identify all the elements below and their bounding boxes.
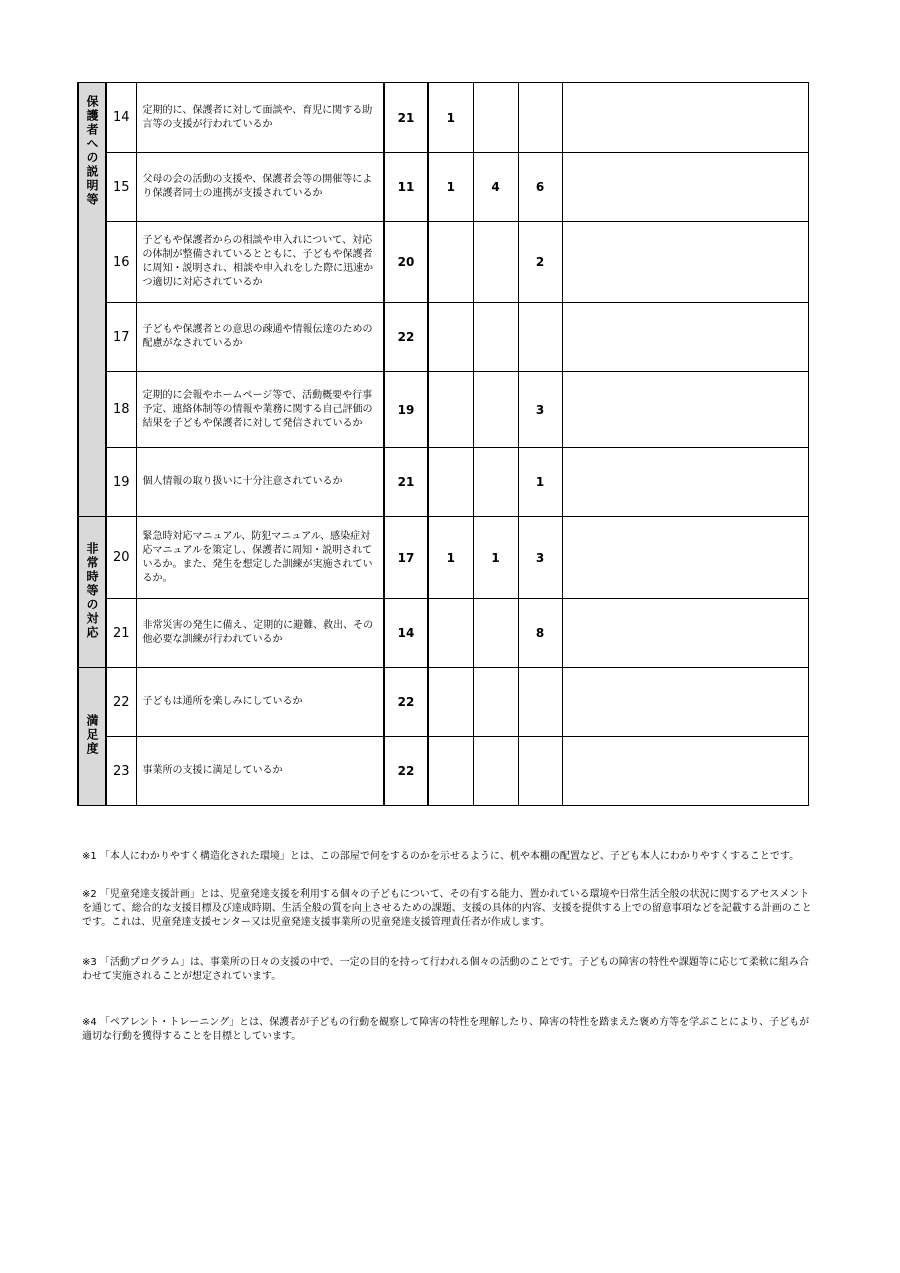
question-text: 子どもや保護者からの相談や申入れについて、対応の体制が整備されているとともに、子どもや保護者に周知・説明され、相談や申入れをした際に迅速かつ適切に対応されているか [136, 222, 384, 303]
category-label: 保護者への説明等 [85, 95, 99, 207]
count-yes: 21 [384, 83, 428, 153]
row-number: 17 [106, 303, 136, 372]
count-yes: 20 [384, 222, 428, 303]
count-no: 4 [473, 153, 518, 222]
count-unknown [518, 737, 562, 806]
count-yes: 22 [384, 737, 428, 806]
question-text: 非常災害の発生に備え、定期的に避難、救出、その他必要な訓練が行われているか [136, 599, 384, 668]
category-cell [78, 517, 106, 668]
table-row [78, 372, 808, 448]
table-row [78, 737, 808, 806]
footnote-1: ※1 「本人にわかりやすく構造化された環境」とは、この部屋で何をするのかを示せるように、机や本棚の配置など、子ども本人にわかりやすくすることです。 [82, 851, 800, 862]
category-cell [78, 83, 106, 517]
footnote-4: ※4 「ペアレント・トレーニング」とは、保護者が子どもの行動を観察して障害の特性を理解したり、障害の特性を踏まえた褒め方等を学ぶことにより、子どもが適切な行動を獲得することを目標としています。 [82, 1017, 810, 1042]
question-text: 個人情報の取り扱いに十分注意されているか [136, 448, 384, 517]
count-neutral: 1 [428, 517, 473, 599]
count-neutral: 1 [428, 83, 473, 153]
count-unknown [518, 668, 562, 737]
comment-cell [562, 372, 808, 448]
count-yes: 11 [384, 153, 428, 222]
count-neutral [428, 599, 473, 668]
footnote-2: ※2 「児童発達支援計画」とは、児童発達支援を利用する個々の子どもについて、その有する能力、置かれている環境や日常生活全般の状況に関するアセスメントを通じて、総合的な支援目標及び達成時期、生活全般の質を向上させるための課題、支援の具体的内容、支援を提供する上での留意事項などを記載する計画のことです。これは、児童発達支援センター又は児童発達支援事業所の児童発達支援管理責任者が作成します。 [82, 889, 812, 928]
comment-cell [562, 303, 808, 372]
row-number: 15 [106, 153, 136, 222]
comment-cell [562, 83, 808, 153]
count-neutral [428, 448, 473, 517]
question-text: 定期的に会報やホームページ等で、活動概要や行事予定、連絡体制等の情報や業務に関する自己評価の結果を子どもや保護者に対して発信されているか [136, 372, 384, 448]
count-unknown: 3 [518, 372, 562, 448]
category-label: 非常時等の対応 [85, 541, 99, 640]
row-number: 16 [106, 222, 136, 303]
count-unknown [518, 83, 562, 153]
table-row [78, 222, 808, 303]
count-no [473, 372, 518, 448]
count-yes: 22 [384, 668, 428, 737]
question-text: 定期的に、保護者に対して面談や、育児に関する助言等の支援が行われているか [136, 83, 384, 153]
table-row [78, 303, 808, 372]
count-yes: 19 [384, 372, 428, 448]
count-neutral: 1 [428, 153, 473, 222]
count-unknown [518, 303, 562, 372]
count-unknown: 8 [518, 599, 562, 668]
evaluation-table [77, 82, 809, 806]
count-no [473, 668, 518, 737]
question-text: 緊急時対応マニュアル、防犯マニュアル、感染症対応マニュアルを策定し、保護者に周知・説明されているか。また、発生を想定した訓練が実施されているか。 [136, 517, 384, 599]
count-neutral [428, 222, 473, 303]
question-text: 事業所の支援に満足しているか [136, 737, 384, 806]
row-number: 23 [106, 737, 136, 806]
comment-cell [562, 599, 808, 668]
row-number: 22 [106, 668, 136, 737]
count-yes: 17 [384, 517, 428, 599]
question-text: 父母の会の活動の支援や、保護者会等の開催等により保護者同士の連携が支援されているか [136, 153, 384, 222]
category-cell [78, 668, 106, 806]
count-no [473, 737, 518, 806]
comment-cell [562, 448, 808, 517]
table-row [78, 599, 808, 668]
count-unknown: 1 [518, 448, 562, 517]
comment-cell [562, 222, 808, 303]
table-row [78, 153, 808, 222]
count-neutral [428, 737, 473, 806]
row-number: 20 [106, 517, 136, 599]
table-row [78, 668, 808, 737]
count-no [473, 83, 518, 153]
comment-cell [562, 668, 808, 737]
count-no [473, 303, 518, 372]
count-no: 1 [473, 517, 518, 599]
row-number: 18 [106, 372, 136, 448]
comment-cell [562, 153, 808, 222]
count-no [473, 599, 518, 668]
footnote-3: ※3 「活動プログラム」は、事業所の日々の支援の中で、一定の目的を持って行われる個々の活動のことです。子どもの障害の特性や課題等に応じて柔軟に組み合わせて実施されることが想定されています。 [82, 957, 809, 982]
count-neutral [428, 668, 473, 737]
count-neutral [428, 303, 473, 372]
table-row [78, 448, 808, 517]
count-unknown: 3 [518, 517, 562, 599]
comment-cell [562, 517, 808, 599]
row-number: 21 [106, 599, 136, 668]
table-row [78, 517, 808, 599]
count-yes: 22 [384, 303, 428, 372]
count-neutral [428, 372, 473, 448]
comment-cell [562, 737, 808, 806]
count-unknown: 6 [518, 153, 562, 222]
row-number: 14 [106, 83, 136, 153]
count-unknown: 2 [518, 222, 562, 303]
count-yes: 14 [384, 599, 428, 668]
count-yes: 21 [384, 448, 428, 517]
row-number: 19 [106, 448, 136, 517]
count-no [473, 222, 518, 303]
table-row [78, 83, 808, 153]
count-no [473, 448, 518, 517]
question-text: 子どもは通所を楽しみにしているか [136, 668, 384, 737]
category-label: 満足度 [85, 714, 99, 756]
question-text: 子どもや保護者との意思の疎通や情報伝達のための配慮がなされているか [136, 303, 384, 372]
